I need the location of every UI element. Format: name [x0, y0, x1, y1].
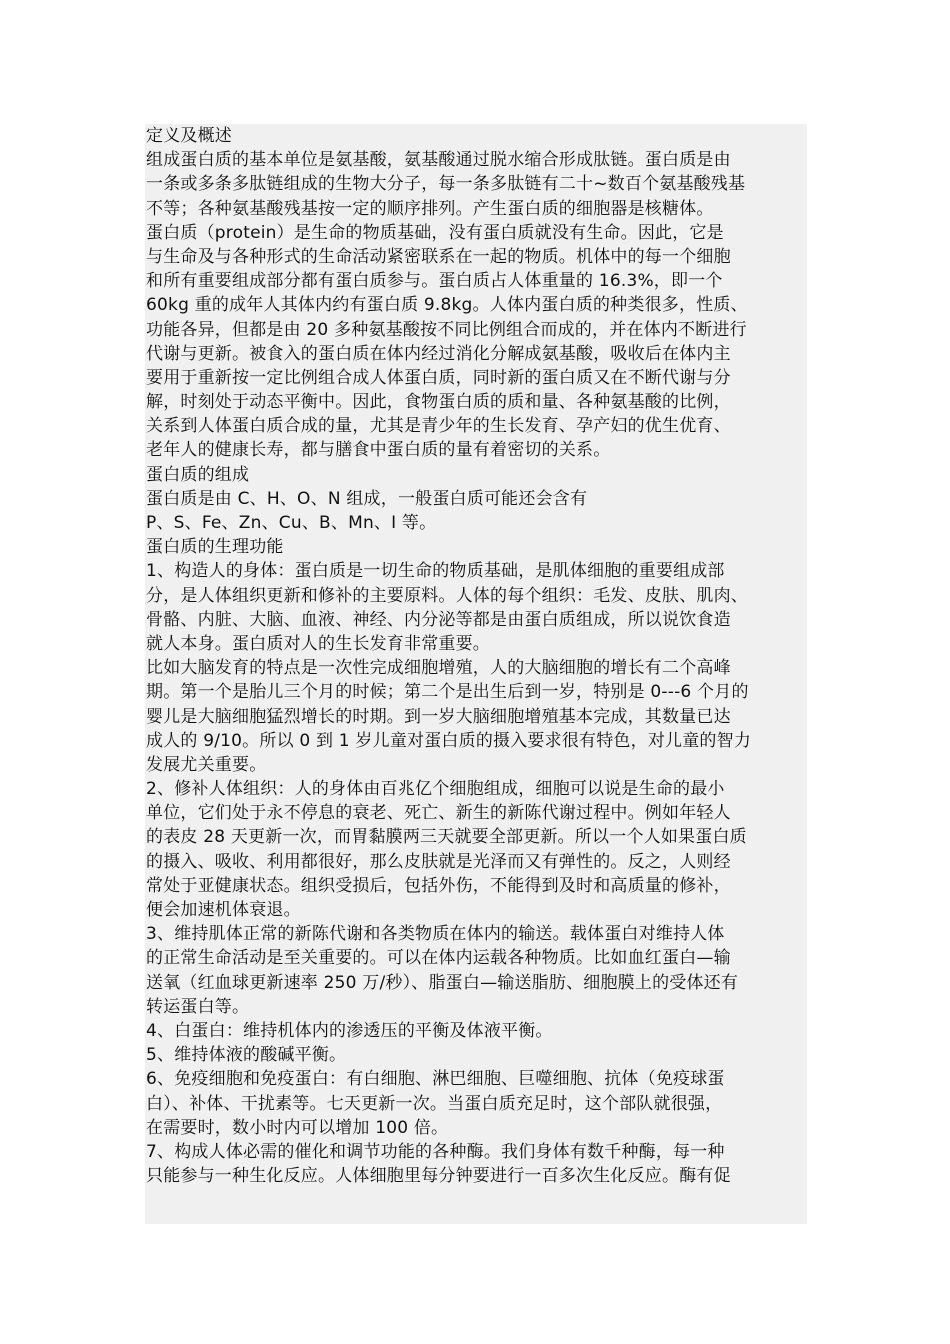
text-line: 一条或多条多肽链组成的生物大分子，每一条多肽链有二十~数百个氨基酸残基 — [146, 174, 746, 195]
text-line: 代谢与更新。被食入的蛋白质在体内经过消化分解成氨基酸，吸收后在体内主 — [146, 343, 731, 364]
text-line: 与生命及与各种形式的生命活动紧密联系在一起的物质。机体中的每一个细胞 — [146, 246, 731, 267]
text-line: 只能参与一种生化反应。人体细胞里每分钟要进行一百多次生化反应。酶有促 — [146, 1166, 731, 1187]
text-line: 3、维持肌体正常的新陈代谢和各类物质在体内的输送。载体蛋白对维持人体 — [146, 924, 725, 945]
text-line: 比如大脑发育的特点是一次性完成细胞增殖，人的大脑细胞的增长有二个高峰 — [146, 658, 731, 679]
text-line: 60kg 重的成年人其体内约有蛋白质 9.8kg。人体内蛋白质的种类很多，性质、 — [146, 295, 748, 316]
text-line: 1、构造人的身体：蛋白质是一切生命的物质基础，是肌体细胞的重要组成部 — [146, 561, 725, 582]
text-line: 定义及概述 — [146, 126, 232, 146]
text-line: 成人的 9/10。所以 0 到 1 岁儿童对蛋白质的摄入要求很有特色，对儿童的智力 — [146, 730, 752, 751]
text-line: 6、免疫细胞和免疫蛋白：有白细胞、淋巴细胞、巨噬细胞、抗体（免疫球蛋 — [146, 1069, 725, 1090]
text-line: 就人本身。蛋白质对人的生长发育非常重要。 — [146, 633, 490, 654]
text-line: 4、白蛋白：维持机体内的渗透压的平衡及体液平衡。 — [146, 1020, 553, 1041]
text-line: 老年人的健康长寿，都与膳食中蛋白质的量有着密切的关系。 — [146, 440, 611, 461]
text-line: 常处于亚健康状态。组织受损后，包括外伤，不能得到及时和高质量的修补， — [146, 875, 731, 896]
text-line: 在需要时，数小时内可以增加 100 倍。 — [146, 1117, 449, 1138]
text-line: 不等；各种氨基酸残基按一定的顺序排列。产生蛋白质的细胞器是核糖体。 — [146, 198, 714, 219]
text-line: 送氧（红血球更新速率 250 万/秒）、脂蛋白—输送脂肪、细胞膜上的受体还有 — [146, 972, 739, 993]
text-line: 蛋白质的组成 — [146, 464, 250, 485]
text-line: 组成蛋白质的基本单位是氨基酸，氨基酸通过脱水缩合形成肽链。蛋白质是由 — [146, 150, 731, 171]
text-line: 期。第一个是胎儿三个月的时候；第二个是出生后到一岁，特别是 0---6 个月的 — [146, 682, 749, 703]
text-line: 的摄入、吸收、利用都很好，那么皮肤就是光泽而又有弹性的。反之，人则经 — [146, 851, 731, 872]
text-line: 便会加速机体衰退。 — [146, 900, 301, 920]
text-line: 解，时刻处于动态平衡中。因此，食物蛋白质的质和量、各种氨基酸的比例， — [146, 392, 731, 413]
text-line: 蛋白质是由 C、H、O、N 组成，一般蛋白质可能还会含有 — [146, 488, 588, 509]
text-line: 发展尤关重要。 — [146, 754, 267, 775]
text-line: 的正常生命活动是至关重要的。可以在体内运载各种物质。比如血红蛋白—输 — [146, 948, 731, 969]
text-line: 转运蛋白等。 — [146, 996, 250, 1017]
text-line: 骨骼、内脏、大脑、血液、神经、内分泌等都是由蛋白质组成，所以说饮食造 — [146, 609, 731, 630]
text-line: 和所有重要组成部分都有蛋白质参与。蛋白质占人体重量的 16.3%，即一个 — [146, 271, 723, 292]
text-line: 蛋白质（protein）是生命的物质基础，没有蛋白质就没有生命。因此，它是 — [146, 222, 724, 243]
text-line: 白）、补体、干扰素等。七天更新一次。当蛋白质充足时，这个部队就很强， — [146, 1093, 723, 1114]
article-text-block — [145, 124, 807, 1224]
text-line: 分，是人体组织更新和修补的主要原料。人体的每个组织：毛发、皮肤、肌肉、 — [146, 585, 748, 606]
text-line: 2、修补人体组织：人的身体由百兆亿个细胞组成，细胞可以说是生命的最小 — [146, 779, 725, 800]
text-line: 关系到人体蛋白质合成的量，尤其是青少年的生长发育、孕产妇的优生优育、 — [146, 416, 731, 437]
text-line: 要用于重新按一定比例组合成人体蛋白质，同时新的蛋白质又在不断代谢与分 — [146, 367, 731, 388]
text-line: 婴儿是大脑细胞猛烈增长的时期。到一岁大脑细胞增殖基本完成，其数量已达 — [146, 706, 731, 727]
text-line: 蛋白质的生理功能 — [146, 537, 284, 558]
text-line: P、S、Fe、Zn、Cu、B、Mn、I 等。 — [146, 513, 437, 533]
text-line: 功能各异，但都是由 20 多种氨基酸按不同比例组合而成的，并在体内不断进行 — [146, 319, 747, 340]
text-line: 7、构成人体必需的催化和调节功能的各种酶。我们身体有数千种酶，每一种 — [146, 1141, 725, 1162]
text-line: 5、维持体液的酸碱平衡。 — [146, 1045, 347, 1066]
text-line: 单位，它们处于永不停息的衰老、死亡、新生的新陈代谢过程中。例如年轻人 — [146, 803, 731, 824]
text-line: 的表皮 28 天更新一次，而胃黏膜两三天就要全部更新。所以一个人如果蛋白质 — [146, 827, 747, 848]
